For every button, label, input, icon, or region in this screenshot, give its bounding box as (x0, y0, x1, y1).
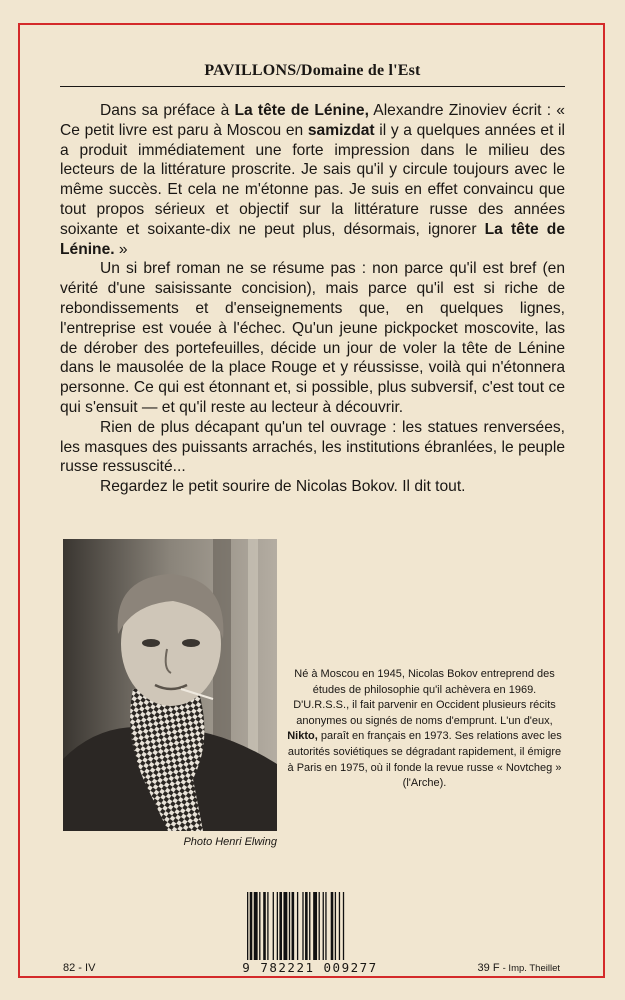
book-title-ref-2: La tête de Lénine. (60, 220, 565, 258)
author-portrait-photo (63, 539, 277, 831)
printer: - Imp. Theillet (502, 963, 560, 974)
price-printer (478, 962, 560, 974)
price: 39 F (477, 962, 500, 974)
author-bio: Né à Moscou en 1945, Nicolas Bokov entreprend des études de philosophie qu'il achèvera en 1969. D'U.R.S.S., il fait parvenir en Occident plusieurs récits anonymes ou signés de noms d'emprunt. L'un d'eux, Nikto, paraît en français en 1973. Ses relations avec les autorités soviétiques se dégradant rapidement, il émigre à Paris en 1975, où il fonde la revue russe « Novtcheg » (l'Arche). (287, 668, 562, 790)
blurb-text (60, 101, 565, 497)
blurb-paragraph-1: Dans sa préface à La tête de Lénine, Alexandre Zinoviev écrit : « Ce petit livre est paru à Moscou en samizdat il y a quelques années et il a produit immédiatement une forte impression dans le milieu des lecteurs de la littérature proscrite. Je sais qu'il y circule toujours avec le même succès. Et cela ne m'étonne pas. Je suis en effet convaincu que tout propos sérieux et objectif sur la littérature russe des années soixante et soixante-dix ne peut plus, désormais, ignorer La tête de Lénine. » (60, 102, 565, 258)
catalog-code: 82 - IV (63, 962, 96, 974)
nikto-title: Nikto, (287, 730, 318, 743)
blurb-paragraph-2: Un si bref roman ne se résume pas : non parce qu'il est bref (en vérité d'une saisissante concision), mais parce qu'il est si riche de rebondissements et d'enseignements que, en quelques lignes, l'entreprise est vouée à l'échec. Qu'un jeune pickpocket moscovite, las de dérober des portefeuilles, décide un jour de voler la tête de Lénine dans le mausolée de la place Rouge et y réussisse, voilà qui n'étonnera personne. Ce qui est étonnant et, si possible, plus subversif, c'est tout ce qui s'ensuit — et qu'il reste au lecteur à découvrir. (60, 260, 565, 416)
blurb-paragraph-4: Regardez le petit sourire de Nicolas Bokov. Il dit tout. (100, 478, 466, 496)
isbn-digits: 9 782221 009277 (235, 960, 385, 975)
samizdat-term: samizdat (307, 121, 375, 139)
photo-credit: Photo Henri Elwing (183, 836, 277, 848)
title-rule (60, 86, 565, 87)
blurb-paragraph-3: Rien de plus décapant qu'un tel ouvrage : les statues renversées, les masques des puissants arrachés, les institutions ébranlées, le peuple russe ressuscité... (60, 418, 565, 476)
barcode-icon (243, 892, 379, 970)
book-title-ref: La tête de Lénine, (234, 102, 369, 119)
series-title: PAVILLONS/Domaine de l'Est (204, 62, 421, 79)
